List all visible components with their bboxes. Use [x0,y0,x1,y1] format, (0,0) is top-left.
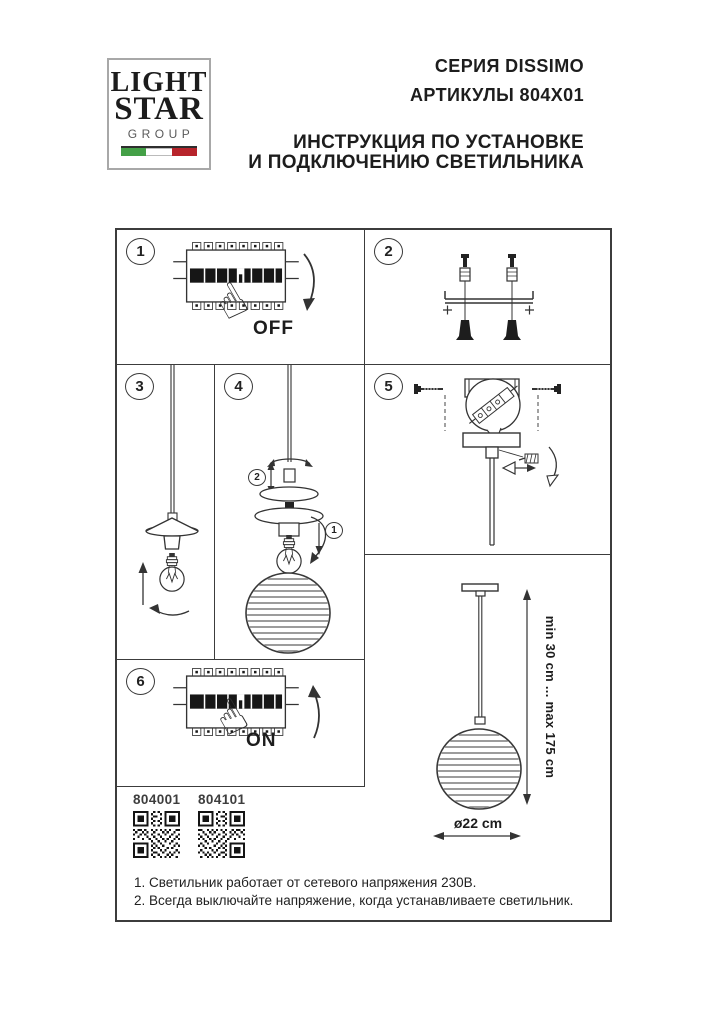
step-2-panel [365,230,610,365]
step-4-panel [215,365,365,660]
footnote-line: 2. Всегда выключайте напряжение, когда устанавливаете светильник. [134,893,574,908]
qr-code-icon [198,811,245,858]
slide-arrow-icon [503,462,515,474]
instruction-title [248,133,584,172]
instruction-grid [115,228,612,922]
logo-text-light: LIGHT [110,67,208,98]
article-804001 [133,792,183,858]
diameter-label: ø22 cm [453,815,503,831]
globe-assembly-icon [215,365,363,658]
article-codes [133,792,248,858]
lightstar-logo [107,58,211,170]
logo-text-star: STAR [114,91,204,127]
callout-2-badge: 2 [248,469,266,486]
screw-icon [532,384,561,394]
dimensions-panel [365,555,610,920]
step-6-panel [117,660,365,787]
instruction-title-line2: И ПОДКЛЮЧЕНИЮ СВЕТИЛЬНИКА [248,151,584,173]
flag-red-stripe [172,148,197,156]
canopy-icon [463,433,520,447]
header [248,52,584,172]
step-1-panel [117,230,365,365]
series-title: СЕРИЯ DISSIMO [434,56,584,76]
step-3-panel [117,365,215,660]
step-5-number: 5 [374,373,403,400]
step-6-number: 6 [126,668,155,695]
screw-icon [460,254,470,320]
height-range-label: min 30 cm ... max 175 cm [543,615,558,779]
qr-code-icon [133,811,180,858]
screw-icon [414,384,443,394]
step-1-number: 1 [126,238,155,265]
pendant-bulb-insert-icon [117,365,213,658]
breaker-on-label: ON [246,730,277,751]
step-2-number: 2 [374,238,403,265]
screw-icon [507,254,517,320]
step-3-number: 3 [125,373,154,400]
step-4-number: 4 [224,373,253,400]
breaker-off-label: OFF [253,318,294,339]
callout-1-badge: 1 [325,522,343,539]
flag-green-stripe [121,148,146,156]
flag-white-stripe [146,148,171,156]
bulb-icon [160,553,184,591]
pointing-hand-icon: ☝ [205,686,257,748]
article-code-label: 804101 [198,792,246,807]
article-code-label: 804001 [133,792,181,807]
article-804101 [198,792,248,858]
instruction-title-line1: ИНСТРУКЦИЯ ПО УСТАНОВКЕ [293,132,584,153]
wall-anchor-icon [503,320,521,340]
logo-text-group: GROUP [127,127,195,141]
pointing-hand-icon: ☝ [205,270,257,332]
ribbed-globe-icon [238,573,338,653]
italian-flag-stripe [121,146,197,156]
set-screw-icon [519,454,538,463]
articles-title: АРТИКУЛЫ 804X01 [410,85,584,105]
bulb-icon [277,535,301,573]
wall-anchor-icon [456,320,474,340]
ribbed-globe-icon [429,729,529,809]
footnote-line: 1. Светильник работает от сетевого напряжения 230В. [134,875,477,890]
step-5-panel [365,365,610,555]
ceiling-mount-icon [365,365,610,553]
pendant-dimensions-icon [365,555,610,920]
footnotes [134,874,573,910]
